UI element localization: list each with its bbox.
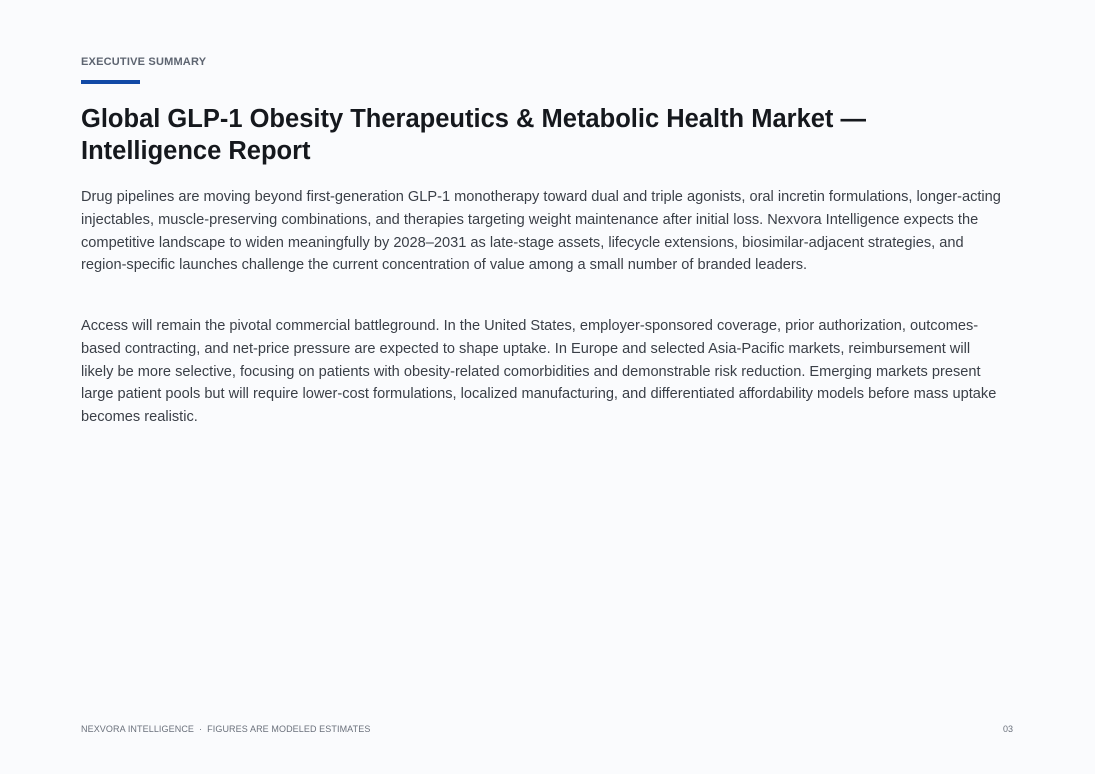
document-page	[81, 0, 1016, 774]
section-eyebrow: EXECUTIVE SUMMARY	[81, 56, 207, 68]
footer-source	[81, 724, 370, 734]
footer-separator: ·	[199, 724, 203, 734]
summary-paragraph-1: Drug pipelines are moving beyond first-generation GLP-1 monotherapy toward dual and triple agonists, oral incretin formulations, longer-acting injectables, muscle-preserving combinations, and therapies targeting weight maintenance after initial loss. Nexvora Intelligence expects the competitive landscape to widen meaningfully by 2028–2031 as late-stage assets, lifecycle extensions, biosimilar-adjacent strategies, and region-specific launches challenge the current concentration of value among a small number of branded leaders.	[81, 189, 1001, 274]
accent-divider	[81, 80, 140, 84]
footer-note: FIGURES ARE MODELED ESTIMATES	[207, 724, 371, 734]
page-title: Global GLP-1 Obesity Therapeutics & Metabolic Health Market — Intelligence Report	[81, 105, 867, 165]
page-number: 03	[1002, 724, 1013, 734]
summary-paragraph-2: Access will remain the pivotal commercial battleground. In the United States, employer-sponsored coverage, prior authorization, outcomes-based contracting, and net-price pressure are expected to shape uptake. In Europe and selected Asia-Pacific markets, reimbursement will likely be more selective, focusing on patients with obesity-related comorbidities and demonstrable risk reduction. Emerging markets present large patient pools but will require lower-cost formulations, localized manufacturing, and differentiated affordability models before mass uptake becomes realistic.	[81, 318, 997, 426]
footer-brand: NEXVORA INTELLIGENCE	[81, 724, 195, 734]
